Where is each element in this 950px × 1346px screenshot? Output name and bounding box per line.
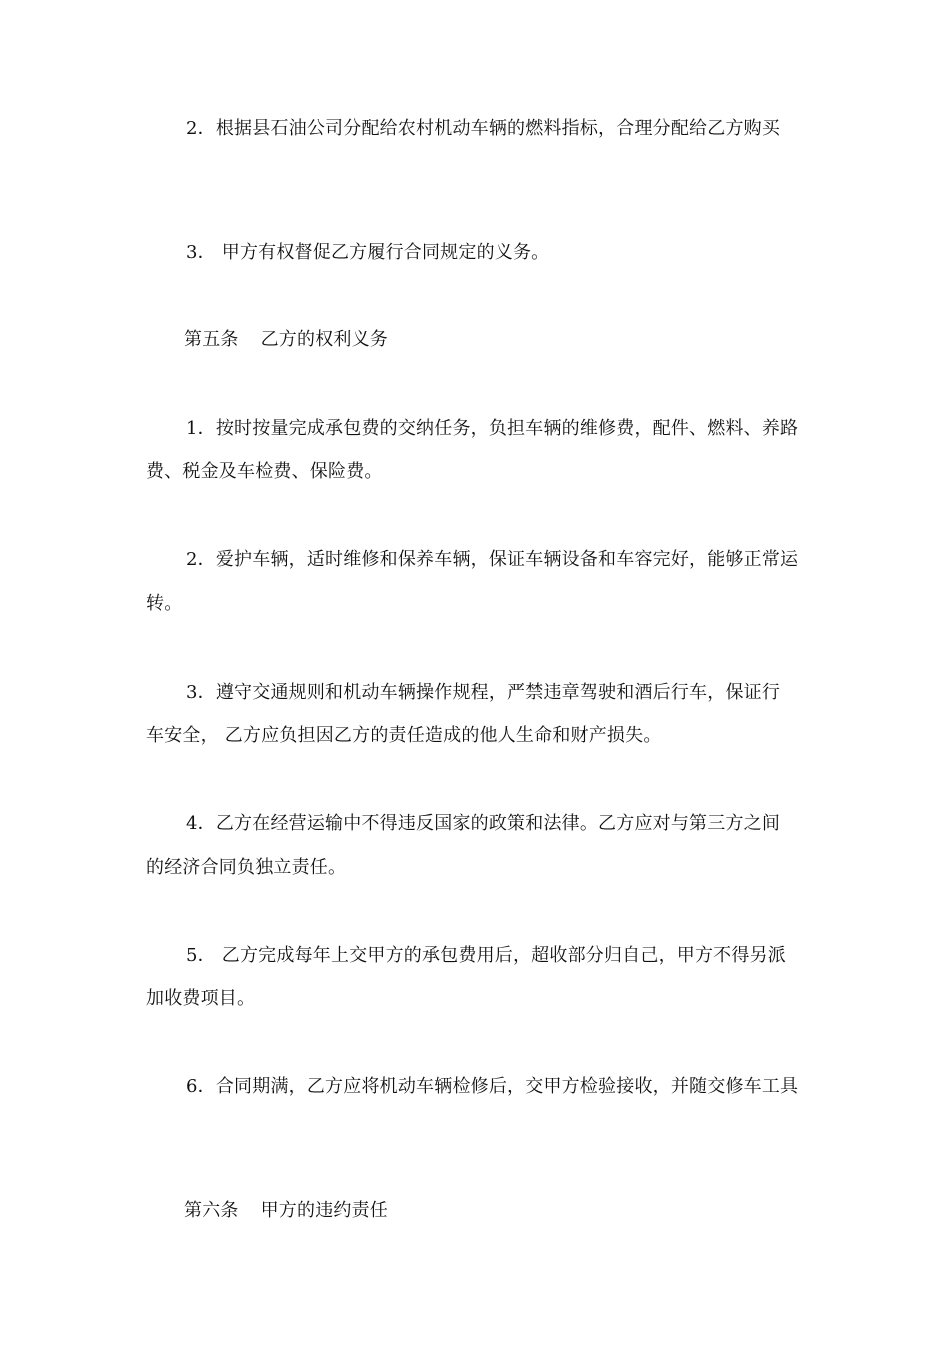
article-heading-6 bbox=[184, 1199, 388, 1223]
paragraph-line: 的经济合同负独立责任。 bbox=[146, 857, 347, 878]
paragraph-line: 6．合同期满，乙方应将机动车辆检修后，交甲方检验接收，并随交修车工具 bbox=[186, 1076, 799, 1097]
article-heading-5 bbox=[184, 328, 388, 352]
article-title: 乙方的权利义务 bbox=[260, 329, 389, 350]
paragraph-line: 费、税金及车检费、保险费。 bbox=[146, 461, 383, 482]
paragraph-line: 加收费项目。 bbox=[146, 988, 256, 1009]
paragraph-line: 4．乙方在经营运输中不得违反国家的政策和法律。乙方应对与第三方之间 bbox=[186, 813, 781, 834]
article-title: 甲方的违约责任 bbox=[260, 1200, 389, 1221]
paragraph-line: 转。 bbox=[146, 593, 183, 614]
paragraph-line: 2．爱护车辆，适时维修和保养车辆，保证车辆设备和车容完好，能够正常运 bbox=[186, 549, 799, 570]
paragraph-item-3: 3． 甲方有权督促乙方履行合同规定的义务。 bbox=[186, 242, 550, 263]
paragraph-line: 1．按时按量完成承包费的交纳任务，负担车辆的维修费，配件、燃料、养路 bbox=[186, 418, 799, 439]
paragraph-line: 5． 乙方完成每年上交甲方的承包费用后，超收部分归自己，甲方不得另派 bbox=[186, 945, 786, 966]
article-number: 第五条 bbox=[184, 329, 239, 350]
paragraph-item-2: 2．根据县石油公司分配给农村机动车辆的燃料指标，合理分配给乙方购买 bbox=[186, 118, 781, 139]
paragraph-line: 车安全， 乙方应负担因乙方的责任造成的他人生命和财产损失。 bbox=[146, 725, 662, 746]
article-number: 第六条 bbox=[184, 1200, 239, 1221]
paragraph-line: 3．遵守交通规则和机动车辆操作规程，严禁违章驾驶和酒后行车，保证行 bbox=[186, 682, 781, 703]
